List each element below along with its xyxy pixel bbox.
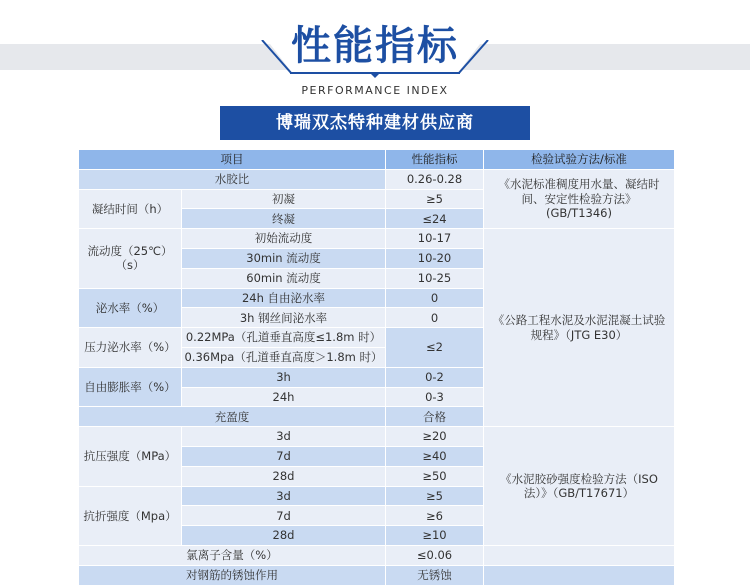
- expansion-24h-label: 24h: [182, 388, 385, 407]
- water-cement-value: 0.26-0.28: [386, 170, 483, 189]
- corrosion-label: 对钢筋的锈蚀作用: [79, 566, 385, 585]
- title-underline: [290, 70, 460, 78]
- pressure-bleeding-label: 压力泌水率（%）: [79, 328, 181, 367]
- setting-initial-value: ≥5: [386, 190, 483, 209]
- flexural-28d-value: ≥10: [386, 526, 483, 545]
- fullness-label: 充盈度: [79, 407, 385, 426]
- fluidity-30min-label: 30min 流动度: [182, 249, 385, 268]
- chloride-value: ≤0.06: [386, 546, 483, 565]
- pressure-bleeding-value: ≤2: [386, 328, 483, 367]
- flexural-3d-label: 3d: [182, 487, 385, 506]
- expansion-3h-value: 0-2: [386, 368, 483, 387]
- company-banner: 博瑞双杰特种建材供应商: [220, 106, 530, 140]
- method-gbt1346: 《水泥标准稠度用水量、凝结时间、安定性检验方法》(GB/T1346): [484, 170, 674, 228]
- flexural-28d-label: 28d: [182, 526, 385, 545]
- bleeding-3h-label: 3h 钢丝间泌水率: [182, 308, 385, 327]
- chloride-method-empty: [484, 546, 674, 565]
- header-item: 项目: [79, 150, 385, 169]
- expansion-label: 自由膨胀率（%）: [79, 368, 181, 407]
- compressive-28d-value: ≥50: [386, 467, 483, 486]
- setting-time-label: 凝结时间（h）: [79, 190, 181, 229]
- water-cement-label: 水胶比: [79, 170, 385, 189]
- page-title: 性能指标: [291, 23, 459, 69]
- compressive-3d-value: ≥20: [386, 427, 483, 446]
- chloride-label: 氯离子含量（%）: [79, 546, 385, 565]
- header-method: 检验试验方法/标准: [484, 150, 674, 169]
- fluidity-initial-value: 10-17: [386, 229, 483, 248]
- flexural-label: 抗折强度（Mpa）: [79, 487, 181, 545]
- flexural-7d-value: ≥6: [386, 506, 483, 525]
- bleeding-24h-label: 24h 自由泌水率: [182, 289, 385, 308]
- compressive-28d-label: 28d: [182, 467, 385, 486]
- method-jtg-e30: 《公路工程水泥及水泥混凝土试验规程》（JTG E30）: [484, 229, 674, 426]
- bleeding-label: 泌水率（%）: [79, 289, 181, 328]
- setting-final-value: ≤24: [386, 209, 483, 228]
- fullness-value: 合格: [386, 407, 483, 426]
- pressure-036-label: 0.36Mpa（孔道垂直高度＞1.8m 时）: [182, 348, 385, 367]
- method-gbt17671: 《水泥胶砂强度检验方法（ISO法）》（GB/T17671）: [484, 427, 674, 545]
- fluidity-60min-label: 60min 流动度: [182, 269, 385, 288]
- flexural-3d-value: ≥5: [386, 487, 483, 506]
- compressive-7d-value: ≥40: [386, 447, 483, 466]
- corrosion-value: 无锈蚀: [386, 566, 483, 585]
- page-subtitle: PERFORMANCE INDEX: [301, 84, 449, 97]
- pressure-022-label: 0.22MPa（孔道垂直高度≤1.8m 时）: [182, 328, 385, 347]
- setting-final-label: 终凝: [182, 209, 385, 228]
- setting-initial-label: 初凝: [182, 190, 385, 209]
- fluidity-60min-value: 10-25: [386, 269, 483, 288]
- compressive-3d-label: 3d: [182, 427, 385, 446]
- expansion-3h-label: 3h: [182, 368, 385, 387]
- flexural-7d-label: 7d: [182, 506, 385, 525]
- performance-table: [79, 150, 671, 585]
- fluidity-30min-value: 10-20: [386, 249, 483, 268]
- fluidity-label: 流动度（25℃）（s）: [79, 229, 181, 287]
- compressive-7d-label: 7d: [182, 447, 385, 466]
- compressive-label: 抗压强度（MPa）: [79, 427, 181, 485]
- header-index: 性能指标: [386, 150, 483, 169]
- bleeding-24h-value: 0: [386, 289, 483, 308]
- bleeding-3h-value: 0: [386, 308, 483, 327]
- expansion-24h-value: 0-3: [386, 388, 483, 407]
- fluidity-initial-label: 初始流动度: [182, 229, 385, 248]
